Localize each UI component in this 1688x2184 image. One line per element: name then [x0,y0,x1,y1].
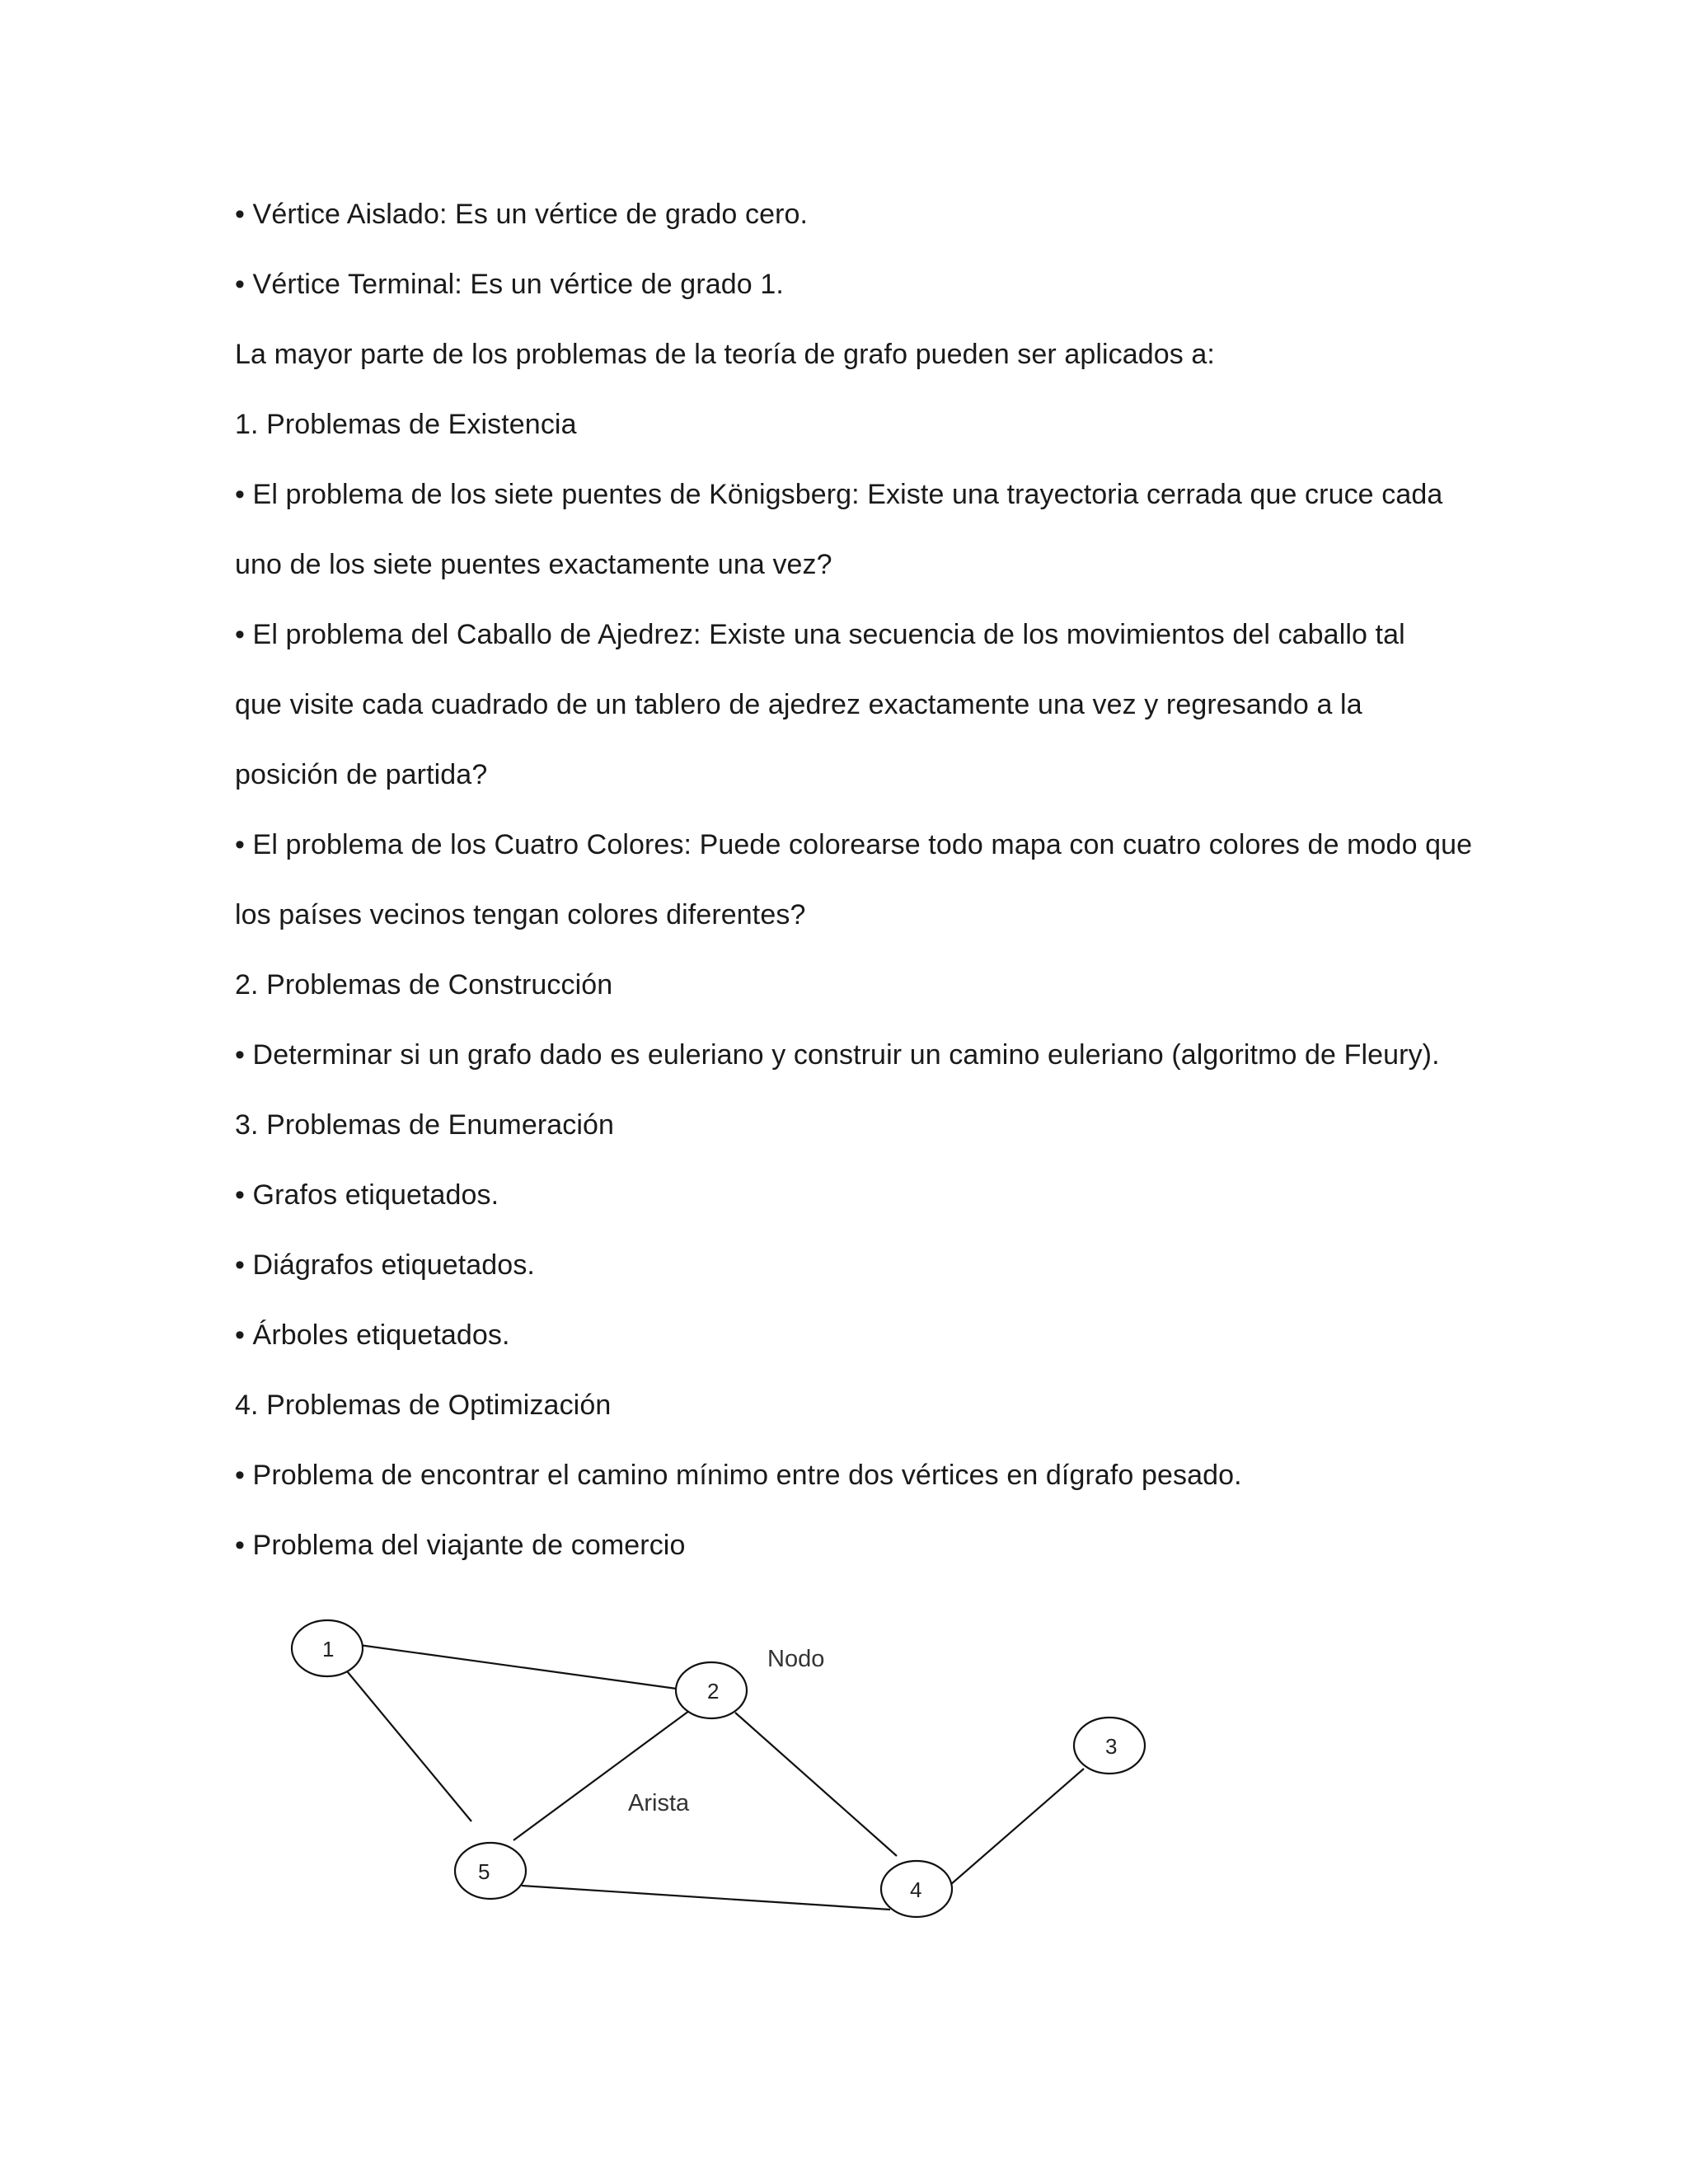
text-line: • Árboles etiquetados. [235,1319,510,1351]
text-line: uno de los siete puentes exactamente una vez? [235,549,832,580]
node-label: Nodo [767,1646,825,1672]
edge-2-5 [513,1711,689,1840]
edge-4-3 [950,1769,1084,1885]
graph-node-5 [455,1843,526,1899]
text-line: La mayor parte de los problemas de la teoría de grafo pueden ser aplicados a: [235,339,1215,370]
svg-text:4: 4 [910,1877,922,1902]
svg-text:5: 5 [478,1859,490,1884]
edge-2-4 [735,1713,897,1856]
text-line: • Determinar si un grafo dado es euleriano y construir un camino euleriano (algoritmo de Fleury). [235,1039,1440,1071]
section-heading: 2. Problemas de Construcción [235,969,613,1001]
text-line: posición de partida? [235,759,488,790]
text-line: • Grafos etiquetados. [235,1179,499,1211]
text-line: los países vecinos tengan colores diferentes? [235,899,806,930]
graph-node-4 [881,1861,952,1917]
section-heading: 3. Problemas de Enumeración [235,1109,615,1141]
svg-text:1: 1 [322,1637,335,1661]
graph-node-1 [292,1620,363,1676]
svg-text:3: 3 [1105,1734,1118,1759]
graph-node-3 [1074,1718,1145,1774]
text-line: • El problema del Caballo de Ajedrez: Existe una secuencia de los movimientos del caballo tal [235,619,1405,650]
edge-1-5 [344,1667,471,1821]
text-line: que visite cada cuadrado de un tablero de ajedrez exactamente una vez y regresando a la [235,689,1362,720]
text-line: • Problema de encontrar el camino mínimo entre dos vértices en dígrafo pesado. [235,1460,1242,1491]
text-line: • El problema de los Cuatro Colores: Puede colorearse todo mapa con cuatro colores de modo que [235,829,1473,860]
edge-label: Arista [628,1790,690,1816]
text-line: • El problema de los siete puentes de Königsberg: Existe una trayectoria cerrada que cruce cada [235,479,1443,510]
svg-text:2: 2 [707,1679,720,1704]
text-line: • Vértice Terminal: Es un vértice de grado 1. [235,269,784,300]
text-line: • Problema del viajante de comercio [235,1530,686,1561]
graph-node-2 [676,1662,747,1718]
section-heading: 4. Problemas de Optimización [235,1390,612,1421]
edge-1-2 [359,1645,682,1690]
text-line: • Vértice Aislado: Es un vértice de grado cero. [235,199,809,230]
graph-diagram [280,1607,1187,1937]
edge-5-4 [522,1886,890,1910]
section-heading: 1. Problemas de Existencia [235,409,577,440]
text-line: • Diágrafos etiquetados. [235,1249,535,1281]
